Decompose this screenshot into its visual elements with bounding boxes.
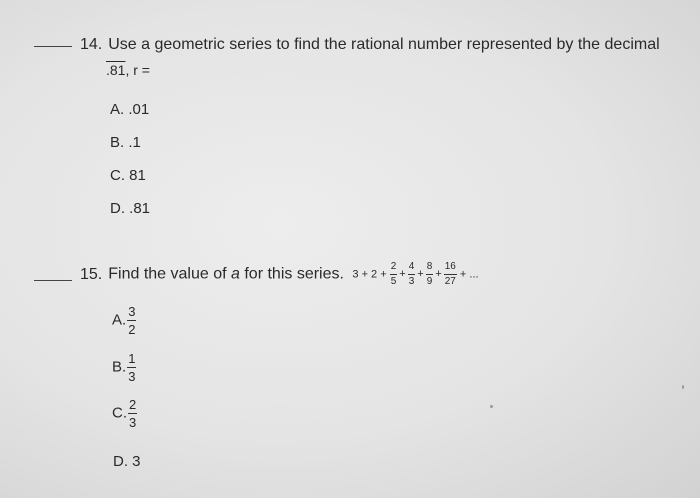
answer-blank-14[interactable]	[34, 46, 72, 47]
repeating-decimal: .81	[106, 62, 126, 78]
q14-option-a[interactable]	[110, 101, 149, 118]
question-14-prompt: Use a geometric series to find the rational number represented by the decimal	[108, 36, 660, 53]
option-letter: B.	[112, 358, 127, 376]
option-letter: B.	[110, 134, 125, 151]
option-value: .01	[128, 101, 150, 118]
q14-option-c[interactable]	[110, 167, 146, 184]
plus-sign: +	[417, 268, 424, 281]
q15-option-c[interactable]	[112, 398, 137, 429]
option-fraction: $\frac{3}{2}$	[128, 304, 136, 337]
question-15-text	[80, 262, 479, 287]
question-14-decimal-line	[106, 62, 150, 78]
option-letter: A.	[112, 311, 127, 329]
question-14-text	[80, 36, 660, 54]
question-15-number: 15.	[80, 265, 103, 283]
series-term-3: $\frac{8}{9}$	[426, 261, 433, 287]
plus-sign: +	[435, 268, 442, 281]
option-letter: D.	[110, 200, 125, 217]
option-letter: C.	[110, 167, 125, 184]
option-letter: C.	[112, 404, 127, 422]
q15-option-a[interactable]	[112, 305, 136, 336]
q14-option-d[interactable]	[110, 200, 150, 217]
question-14-number: 14.	[80, 36, 103, 53]
q15-option-d[interactable]	[113, 453, 141, 470]
paper-speck	[682, 385, 684, 389]
series-tail: + ...	[459, 268, 479, 281]
q15-option-b[interactable]	[112, 352, 136, 383]
series-term-1: $\frac{2}{5}$	[390, 261, 397, 287]
option-fraction: $\frac{2}{3}$	[129, 397, 137, 430]
option-fraction: $\frac{1}{3}$	[128, 351, 136, 384]
option-value: 3	[132, 453, 141, 470]
option-value: .81	[129, 200, 151, 217]
variable-a: a	[231, 265, 240, 283]
q14-option-b[interactable]	[110, 134, 141, 151]
question-15-prompt-end: for this series.	[244, 265, 344, 283]
plus-sign: +	[399, 268, 406, 281]
option-value: 81	[129, 167, 146, 184]
r-label: , r =	[125, 62, 150, 78]
series-term-2: $\frac{4}{3}$	[408, 261, 415, 287]
paper-speck	[490, 405, 493, 408]
option-letter: D.	[113, 453, 128, 470]
series-expression	[352, 262, 478, 287]
option-value: .1	[128, 134, 141, 151]
option-letter: A.	[110, 101, 125, 118]
answer-blank-15[interactable]	[34, 280, 72, 281]
series-term-4: $\frac{16}{27}$	[444, 261, 456, 287]
question-15-prompt-start: Find the value of	[108, 265, 227, 283]
series-lead: 3 + 2 +	[352, 268, 387, 281]
